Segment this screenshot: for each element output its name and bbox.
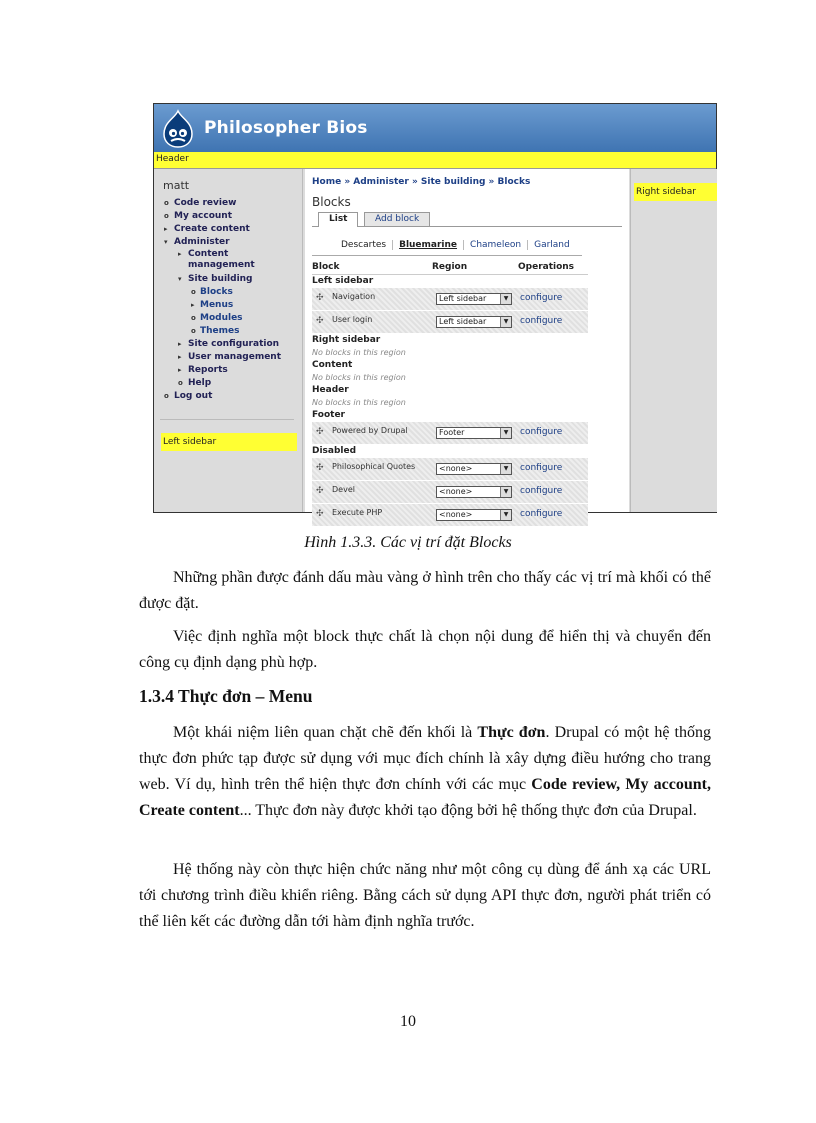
tab-list[interactable]: List [318,212,358,227]
main-content [305,169,629,519]
menu-item[interactable] [154,377,302,390]
menu-item-label: Help [188,378,212,388]
drag-handle-icon[interactable]: ✣ [316,509,324,519]
block-name: Execute PHP [332,508,383,517]
menu-bullet-icon: o [164,199,169,207]
region-select-value: <none> [439,464,473,473]
menu-bullet-icon: o [191,327,196,335]
site-banner [154,104,716,152]
empty-content: No blocks in this region [312,373,406,382]
blocks-screenshot-figure [153,103,717,519]
menu-bullet-icon: ▸ [178,366,182,374]
menu-item-label: Create content [174,224,250,234]
menu-item-label: Themes [200,326,240,336]
table-header [312,261,588,275]
left-sidebar-region [161,433,297,451]
blocks-table [312,261,588,527]
menu-item-label: Modules [200,313,243,323]
configure-link[interactable]: configure [520,509,563,519]
menu-item-label: Blocks [200,287,233,297]
table-row [312,311,588,333]
footer-rows [312,422,588,444]
menu-item[interactable] [154,390,302,403]
menu-bullet-icon: o [191,288,196,296]
table-row [312,481,588,503]
tab-garland[interactable]: Garland [527,240,576,250]
paragraph-3-text-1: Một khái niệm liên quan chặt chẽ đến khối là [173,724,478,741]
menu-item-label: Site building [188,274,253,284]
tab-chameleon[interactable]: Chameleon [463,240,527,250]
region-header: Header [312,385,349,395]
menu-item[interactable] [154,351,302,364]
menu-item[interactable] [154,249,302,273]
configure-link[interactable]: configure [520,463,563,473]
table-row [312,288,588,310]
configure-link[interactable]: configure [520,486,563,496]
drag-handle-icon[interactable]: ✣ [316,293,324,303]
paragraph-3-bold-1: Thực đơn [477,724,546,741]
page-number: 10 [400,1013,416,1030]
right-sidebar-region-label: Right sidebar [636,187,696,197]
region-select[interactable] [436,293,512,305]
region-right-sidebar: Right sidebar [312,335,381,345]
block-name: Powered by Drupal [332,426,408,435]
region-footer: Footer [312,410,345,420]
col-region: Region [432,262,468,272]
tabs-divider [312,255,582,256]
paragraph-1: Những phần được đánh dấu màu vàng ở hình trên cho thấy các vị trí mà khối có thể được đặt. [139,569,711,612]
empty-right-sidebar: No blocks in this region [312,348,406,357]
region-select-value: Left sidebar [439,294,487,303]
menu-item[interactable] [154,325,302,338]
menu-item[interactable] [154,273,302,286]
menu-item[interactable] [154,236,302,249]
menu-bullet-icon: ▾ [164,238,168,246]
tab-add-block[interactable]: Add block [364,212,430,226]
block-name: Navigation [332,292,376,301]
navigation-menu [154,197,302,403]
drupal-logo-icon [161,110,195,148]
chevron-down-icon: ▼ [500,510,511,520]
menu-item-label: Site configuration [188,339,280,349]
menu-item-label: Log out [174,391,213,401]
menu-item[interactable] [154,299,302,312]
chevron-down-icon: ▼ [500,294,511,304]
paragraph-3-text-3: ... Thực đơn này được khởi tạo động bởi hệ thống thực đơn của Drupal. [239,802,697,819]
user-name: matt [163,179,190,192]
left-sidebar-region-label: Left sidebar [163,437,217,447]
block-name: Devel [332,485,355,494]
region-select-value: Left sidebar [439,317,487,326]
paragraph-3-text-2: . Drupal có một hệ thống thực đơn phức tạp được sử dụng với mục đích chính là xây dựng điều hướng cho trang web. Ví dụ, hình trên thể hiện thực đơn chính với các mục [139,724,711,793]
chevron-down-icon: ▼ [500,487,511,497]
menu-item[interactable] [154,364,302,377]
paragraph-2: Việc định nghĩa một block thực chất là chọn nội dung để hiển thị và chuyển đến công cụ định dạng phù hợp. [139,628,711,671]
header-region [154,152,716,169]
region-disabled: Disabled [312,446,357,456]
empty-header: No blocks in this region [312,398,406,407]
left-column [154,169,303,512]
region-select[interactable] [436,509,512,521]
menu-item-label: Menus [200,300,234,310]
section-heading: 1.3.4 Thực đơn – Menu [139,686,313,706]
menu-item-label: Content management [188,249,255,270]
site-name: Philosopher Bios [204,118,368,138]
region-select[interactable] [436,486,512,498]
configure-link[interactable]: configure [520,427,563,437]
region-select[interactable] [436,463,512,475]
drag-handle-icon[interactable]: ✣ [316,427,324,437]
region-select-value: Footer [439,428,465,437]
menu-bullet-icon: ▾ [178,275,182,283]
menu-item-label: Code review [174,198,237,208]
tab-bluemarine[interactable]: Bluemarine [392,240,463,250]
breadcrumb[interactable]: Home » Administer » Site building » Blocks [312,177,531,187]
region-select-value: <none> [439,487,473,496]
right-sidebar-region [634,183,717,201]
drag-handle-icon[interactable]: ✣ [316,463,324,473]
page-title: Blocks [312,195,351,209]
drag-handle-icon[interactable]: ✣ [316,486,324,496]
menu-item-label: Administer [174,237,230,247]
table-row [312,458,588,480]
disabled-rows [312,458,588,526]
menu-item[interactable] [154,223,302,236]
tab-descartes[interactable]: Descartes [341,240,387,250]
menu-item[interactable] [154,338,302,351]
menu-bullet-icon: ▸ [164,225,168,233]
menu-item-label: Reports [188,365,228,375]
menu-item[interactable] [154,197,302,210]
menu-bullet-icon: o [178,379,183,387]
chevron-down-icon: ▼ [500,317,511,327]
region-select-value: <none> [439,510,473,519]
table-row [312,422,588,444]
drag-handle-icon[interactable]: ✣ [316,316,324,326]
paragraph-3 [139,720,711,824]
primary-tabs [312,212,622,227]
block-name: User login [332,315,373,324]
menu-bullet-icon: ▸ [178,353,182,361]
block-name: Philosophical Quotes [332,462,416,471]
chevron-down-icon: ▼ [500,464,511,474]
menu-bullet-icon: ▸ [191,301,195,309]
col-operations: Operations [518,262,575,272]
left-sidebar-rows [312,288,588,333]
menu-item-label: User management [188,352,282,362]
figure-caption: Hình 1.3.3. Các vị trí đặt Blocks [304,534,512,551]
col-block: Block [312,262,340,272]
menu-bullet-icon: ▸ [178,250,182,258]
menu-bullet-icon: ▸ [178,340,182,348]
menu-bullet-icon: o [164,212,169,220]
menu-item[interactable] [154,286,302,299]
chevron-down-icon: ▼ [500,428,511,438]
paragraph-4: Hệ thống này còn thực hiện chức năng như một công cụ dùng để ánh xạ các URL tới chương trình điều khiển riêng. Bằng cách sử dụng API thực đơn, người phát triển có thể liên kết các đường dẫn tới hàm định nghĩa trước. [139,861,711,930]
left-divider [160,419,294,420]
paragraph-3-bold-2: Code review, My account, Create content [139,776,711,819]
header-region-label: Header [156,154,189,164]
region-left-sidebar: Left sidebar [312,276,374,286]
menu-bullet-icon: o [191,314,196,322]
configure-link[interactable]: configure [520,293,563,303]
menu-item[interactable] [154,210,302,223]
region-select[interactable] [436,427,512,439]
menu-bullet-icon: o [164,392,169,400]
menu-item[interactable] [154,312,302,325]
region-content: Content [312,360,353,370]
menu-item-label: My account [174,211,232,221]
right-column [630,169,717,512]
table-row [312,504,588,526]
theme-tabs [335,240,576,252]
region-select[interactable] [436,316,512,328]
configure-link[interactable]: configure [520,316,563,326]
